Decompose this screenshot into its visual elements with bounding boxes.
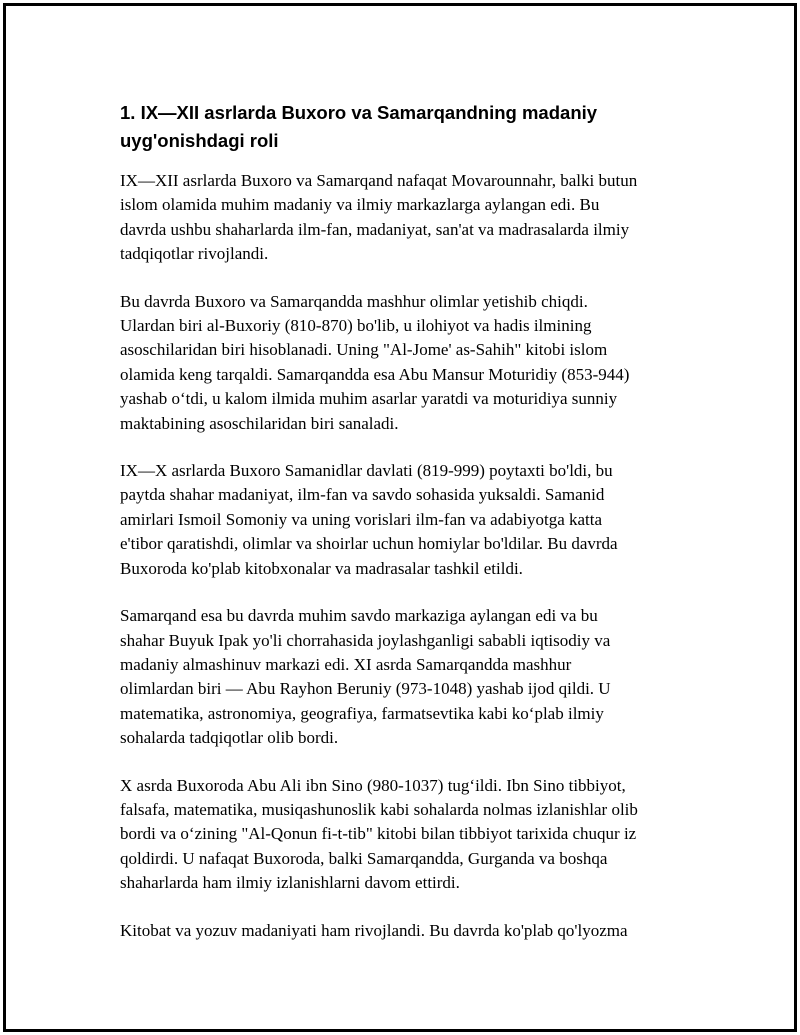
text-line: X asrda Buxoroda Abu Ali ibn Sino (980-1037) tug‘ildi. Ibn Sino tibbiyot, [120,775,626,795]
text-line: asoschilaridan biri hisoblanadi. Uning "Al-Jome' as-Sahih" kitobi islom [120,340,608,360]
heading-line: uyg'onishdagi roli [120,130,279,151]
text-line: falsafa, matematika, musiqashunoslik kabi sohalarda nolmas izlanishlar olib [120,799,638,819]
paragraph-samanids [120,459,680,581]
text-line: olamida keng tarqaldi. Samarqandda esa Abu Mansur Moturidiy (853-944) [120,364,630,384]
text-line: paytda shahar madaniyat, ilm-fan va savdo sohasida yuksaldi. Samanid [120,485,605,505]
text-line: Bu davrda Buxoro va Samarqandda mashhur olimlar yetishib chiqdi. [120,291,588,311]
paragraph-scholars [120,290,680,436]
text-line: matematika, astronomiya, geografiya, farmatsevtika kabi ko‘plab ilmiy [120,703,604,723]
text-line: Kitobat va yozuv madaniyati ham rivojlandi. Bu davrda ko'plab qo'lyozma [120,920,628,940]
text-line: madaniy almashinuv markazi edi. XI asrda Samarqandda mashhur [120,654,572,674]
text-line: Ulardan biri al-Buxoriy (810-870) bo'lib, u ilohiyot va hadis ilmining [120,316,592,336]
text-line: olimlardan biri — Abu Rayhon Beruniy (973-1048) yashab ijod qildi. U [120,679,611,699]
text-line: davrda ushbu shaharlarda ilm-fan, madaniyat, san'at va madrasalarda ilmiy [120,219,630,239]
text-line: e'tibor qaratishdi, olimlar va shoirlar uchun homiylar bo'ldilar. Bu davrda [120,534,618,554]
text-line: amirlari Ismoil Somoniy va uning vorislari ilm-fan va adabiyotga katta [120,509,603,529]
paragraph-samarqand [120,604,680,750]
text-line: IX—XII asrlarda Buxoro va Samarqand nafaqat Movarounnahr, balki butun [120,171,638,190]
text-line: qoldirdi. U nafaqat Buxoroda, balki Samarqandda, Gurganda va boshqa [120,848,608,868]
text-line: Buxoroda ko'plab kitobxonalar va madrasalar tashkil etildi. [120,558,523,578]
text-line: shahar Buyuk Ipak yo'li chorrahasida joylashganligi sababli iqtisodiy va [120,630,611,650]
page-frame [3,3,797,1032]
text-line: Samarqand esa bu davrda muhim savdo markaziga aylangan edi va bu [120,606,598,626]
text-line: sohalarda tadqiqotlar olib bordi. [120,728,339,748]
text-line: IX—X asrlarda Buxoro Samanidlar davlati (819-999) poytaxti bo'ldi, bu [120,461,613,481]
paragraph-intro [120,169,680,267]
heading-line: 1. IX—XII asrlarda Buxoro va Samarqandning madaniy [120,102,598,123]
section-heading [120,99,680,155]
text-line: maktabining asoschilaridan biri sanaladi. [120,413,399,433]
paragraph-kitobat [120,919,680,943]
text-line: islom olamida muhim madaniy va ilmiy markazlarga aylangan edi. Bu [120,195,600,215]
paragraph-ibn-sino [120,774,680,896]
document-body [120,99,680,966]
text-line: tadqiqotlar rivojlandi. [120,244,269,264]
text-line: shaharlarda ham ilmiy izlanishlarni davom ettirdi. [120,873,460,893]
text-line: bordi va o‘zining "Al-Qonun fi-t-tib" kitobi bilan tibbiyot tarixida chuqur iz [120,824,637,844]
text-line: yashab o‘tdi, u kalom ilmida muhim asarlar yaratdi va moturidiya sunniy [120,389,618,409]
